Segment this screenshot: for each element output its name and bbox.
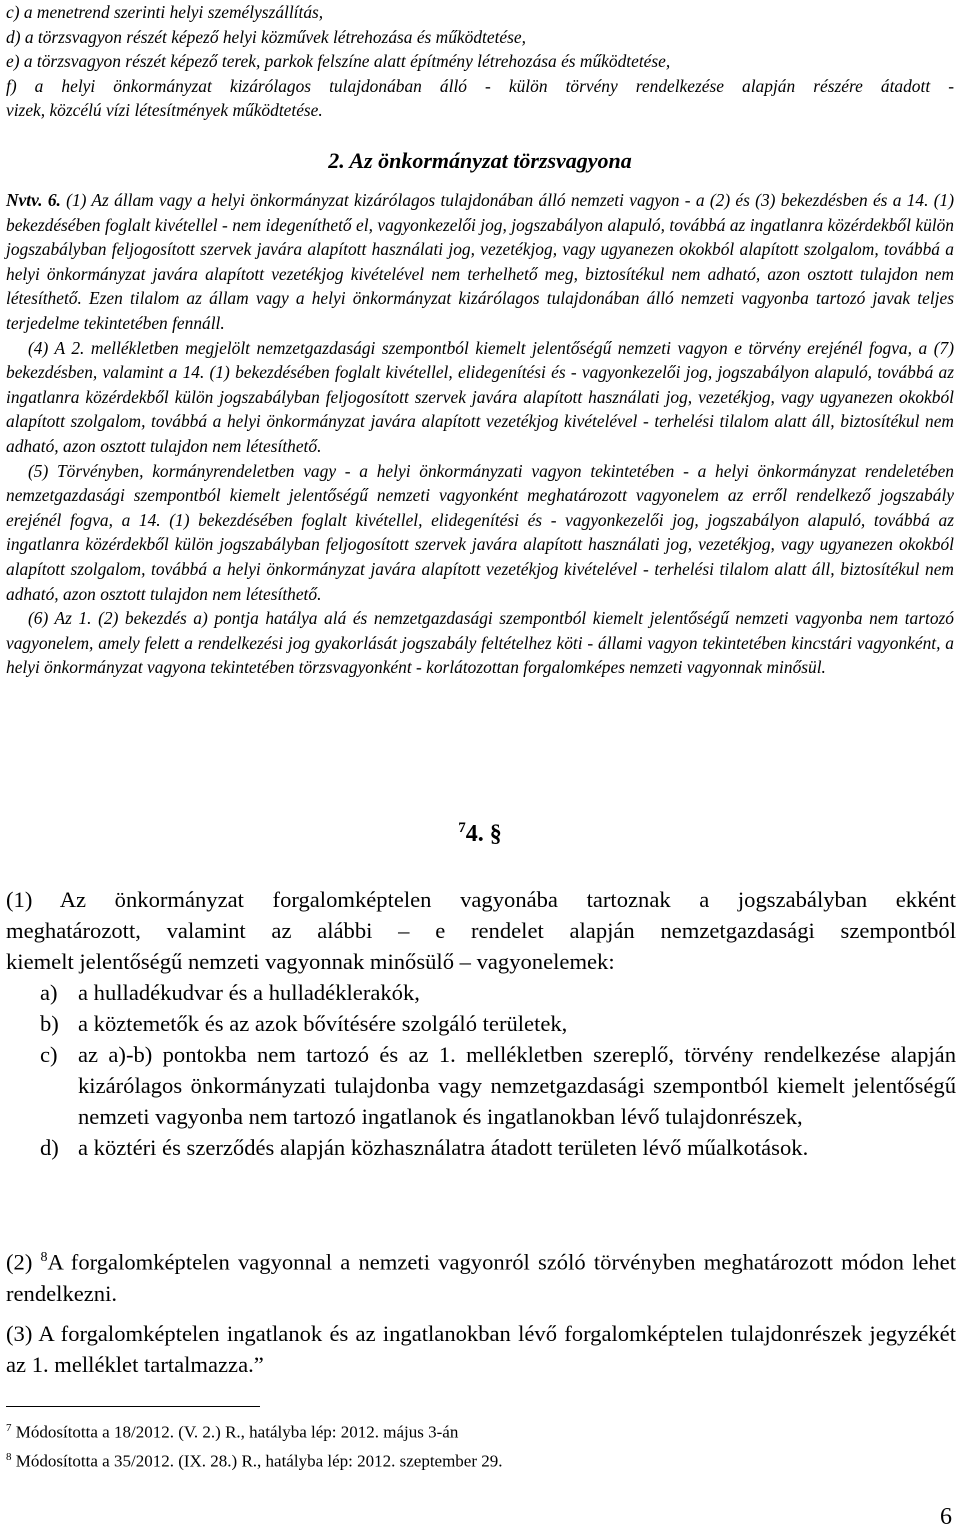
footnote-text: Módosította a 35/2012. (IX. 28.) R., hatályba lép: 2012. szeptember 29. bbox=[11, 1451, 503, 1471]
list-item bbox=[6, 1008, 956, 1039]
list-marker: a) bbox=[40, 980, 58, 1005]
footnote-8 bbox=[6, 1445, 503, 1474]
nvtv-paragraph-4: (4) A 2. mellékletben megjelölt nemzetgazdasági szempontból kiemelt jelentőségű nemzeti vagyon e törvény erejénél fogva, a (7) bekezdésben, valamint a 14. (1) bekezdésében foglalt kivétellel, elidegenítési és - vagyonkezelői jog, jogszabályon alapuló, továbbá az ingatlanra közérdekből külön jogszabályban feljogosított szervek javára alapított használati jog, vezetékjog, vagy ugyanezen okokból alapított szolgalom, továbbá a helyi önkormányzat javára alapított vezetékjog kivételével - terhelési tilalom alatt áll, biztosítékul nem adható, azon osztott tulajdon nem létesíthető. bbox=[6, 337, 954, 456]
paragraph-2-text: A forgalomképtelen vagyonnal a nemzeti vagyonról szóló törvényben meghatározott módon lehet rendelkezni. bbox=[6, 1249, 956, 1306]
footnote-text: Módosította a 18/2012. (V. 2.) R., hatályba lép: 2012. május 3-án bbox=[11, 1422, 459, 1442]
list-item-text: a köztemetők és az azok bővítésére szolgáló területek, bbox=[78, 1011, 568, 1036]
list-item bbox=[6, 1132, 956, 1163]
list-item-f-line1: f) a helyi önkormányzat kizárólagos tulajdonában álló - külön törvény rendelkezése alapján részére átadott - bbox=[6, 75, 954, 96]
nvtv-paragraph-6: (6) Az 1. (2) bekezdés a) pontja hatálya alá és nemzetgazdasági szempontból kiemelt jelentőségű nemzeti vagyonba nem tartozó vagyonelem, amely felett a rendelkezési jog gyakorlását jogszabály feltételhez köti - állami vagyon tekintetében kincstári vagyonként, a helyi önkormányzat vagyona tekintetében törzsvagyonként - korlátozottan forgalomképes nemzeti vagyonnak minősül. bbox=[6, 608, 954, 678]
paragraph-1-line1: (1) Az önkormányzat forgalomképtelen vagyonába tartoznak a jogszabályban ekként bbox=[6, 887, 956, 912]
footnote-divider bbox=[6, 1406, 260, 1407]
footnote-number: 8 bbox=[6, 1450, 12, 1463]
paragraph-1 bbox=[6, 884, 956, 1163]
section-4-heading bbox=[0, 820, 960, 848]
nvtv-quote bbox=[6, 188, 954, 680]
list-item-c: c) a menetrend szerinti helyi személyszállítás, bbox=[6, 2, 324, 22]
footnote-7 bbox=[6, 1416, 503, 1445]
section-4-title: 4. bbox=[465, 821, 490, 847]
list-marker: c) bbox=[40, 1042, 58, 1067]
list-item-d: d) a törzsvagyon részét képező helyi közművek létrehozása és működtetése, bbox=[6, 26, 526, 47]
page-number: 6 bbox=[940, 1504, 952, 1530]
section-sign-icon: § bbox=[489, 821, 502, 847]
paragraph-1-line3: kiemelt jelentőségű nemzeti vagyonnak minősülő – vagyonelemek: bbox=[6, 949, 615, 974]
paragraph-3 bbox=[6, 1318, 956, 1380]
list-item-f-line2: vizek, közcélú vízi létesítmények működtetése. bbox=[6, 100, 323, 121]
footnote-ref-7[interactable]: 7 bbox=[458, 820, 466, 836]
top-list bbox=[6, 0, 954, 123]
nvtv-paragraph-5: (5) Törvényben, kormányrendeletben vagy - a helyi önkormányzati vagyon tekintetében - a helyi önkormányzat rendeletében nemzetgazdasági szempontból kiemelt jelentőségű nemzeti vagyonként meghatározott vagyonelem az erről rendelkező jogszabály erejénél fogva, a 14. (1) bekezdésében foglalt kivétellel, elidegenítési és - vagyonkezelői jog, jogszabályon alapuló, továbbá az ingatlanra közérdekből külön jogszabályban feljogosított szervek javára alapított használati jog, vezetékjog, vagy ugyanezen okokból alapított szolgalom, továbbá a helyi önkormányzat javára alapított vezetékjog kivételével - terhelési tilalom alatt áll, biztosítékul nem adható, azon osztott tulajdon nem létesíthető. bbox=[6, 460, 954, 604]
paragraph-3-text: (3) A forgalomképtelen ingatlanok és az ingatlanokban lévő forgalomképtelen tulajdonrészek jegyzékét az 1. melléklet tartalmazza.” bbox=[6, 1321, 956, 1377]
list-item-e: e) a törzsvagyon részét képező terek, parkok felszíne alatt építmény létrehozása és működtetése, bbox=[6, 51, 671, 72]
list-marker: b) bbox=[40, 1011, 59, 1036]
footnote-ref-8[interactable]: 8 bbox=[40, 1250, 48, 1265]
nvtv-label: Nvtv. 6. bbox=[6, 190, 61, 210]
list-item bbox=[6, 977, 956, 1008]
footnote-number: 7 bbox=[6, 1422, 12, 1434]
paragraph-2-number: (2) bbox=[6, 1249, 41, 1275]
nvtv-p1-text: (1) Az állam vagy a helyi önkormányzat kizárólagos tulajdonában álló nemzeti vagyon - a (2) és (3) bekezdésben és a 14. (1) bekezdésében foglalt kivétellel - nem idegeníthető el, vagyonkezelői jog, jogszabályon alapuló, továbbá az ingatlanra közérdekből külön jogszabályban feljogosított szervek javára alapított használati jog, vezetékjog, vagy ugyanezen okokból alapított szolgalom, továbbá a helyi önkormányzat javára alapított vezetékjog kivételével nem terhelhető meg, biztosítékul nem adható, azon osztott tulajdon nem létesíthető. Ezen tilalom az állam vagy a helyi önkormányzat kizárólagos tulajdonában álló nemzeti vagyonba tartozó javak teljes terjedelme tekintetében fennáll. bbox=[6, 190, 955, 333]
nvtv-paragraph-1 bbox=[6, 188, 954, 336]
list-item bbox=[6, 1039, 956, 1132]
section-2-heading: 2. Az önkormányzat törzsvagyona bbox=[328, 148, 632, 173]
footnotes bbox=[6, 1416, 503, 1473]
paragraph-1-line2: meghatározott, valamint az alábbi – e rendelet alapján nemzetgazdasági szempontból bbox=[6, 918, 956, 943]
list-item-text: az a)-b) pontokba nem tartozó és az 1. mellékletben szereplő, törvény rendelkezése alapján kizárólagos önkormányzati tulajdonba vagy nemzetgazdasági szempontból kiemelt jelentőségű nemzeti vagyonba nem tartozó ingatlanok és ingatlanokban lévő tulajdonrészek, bbox=[78, 1042, 956, 1129]
list-marker: d) bbox=[40, 1135, 59, 1160]
paragraph-2 bbox=[6, 1242, 956, 1309]
list-item-text: a köztéri és szerződés alapján közhasználatra átadott területen lévő műalkotások. bbox=[78, 1135, 809, 1160]
asset-list bbox=[6, 977, 956, 1163]
list-item-text: a hulladékudvar és a hulladéklerakók, bbox=[78, 980, 420, 1005]
